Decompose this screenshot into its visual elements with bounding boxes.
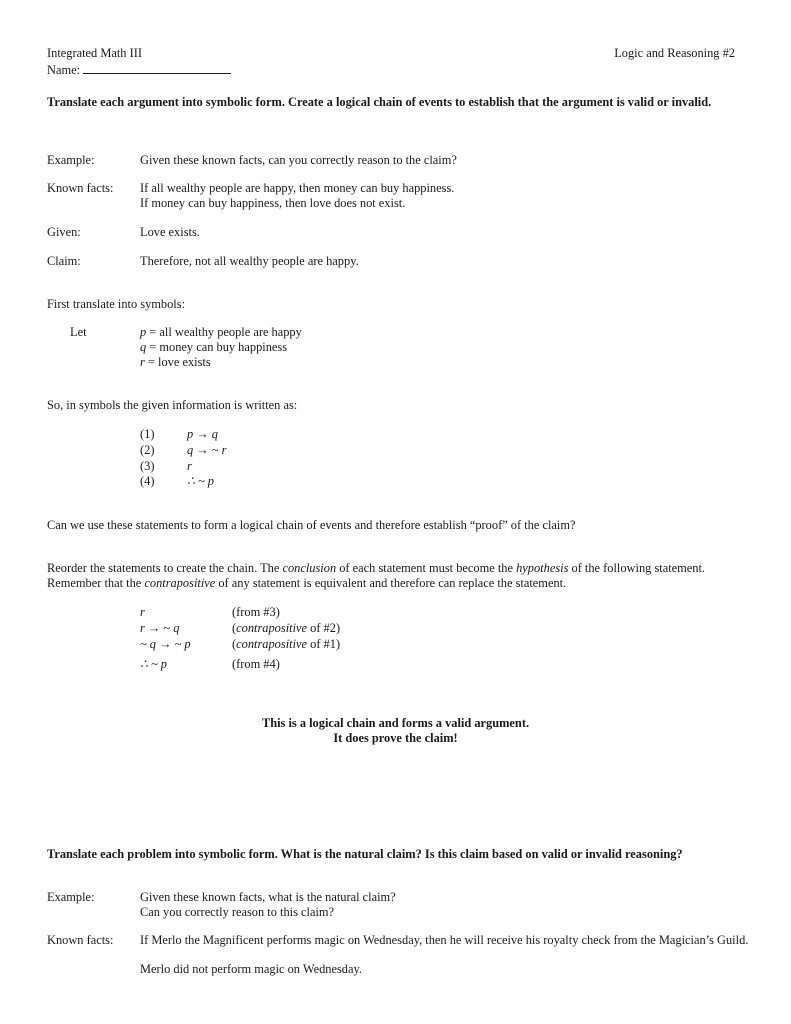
given-label: Given: [47, 225, 81, 239]
chain-expr: ~ q → ~ p [140, 637, 191, 651]
known-fact-2: If money can buy happiness, then love does not exist. [140, 196, 406, 210]
let-label: Let [70, 325, 87, 339]
assignment-title: Logic and Reasoning #2 [614, 46, 735, 60]
example2-line-2: Can you correctly reason to this claim? [140, 905, 335, 919]
statement-expr: q → ~ r [187, 443, 227, 457]
section2-instructions: Translate each problem into symbolic form. What is the natural claim? Is this claim based on valid or invalid reasoning? [47, 847, 683, 861]
statement-expr: r [187, 459, 192, 473]
first-translate: First translate into symbols: [47, 297, 186, 311]
example2-label: Example: [47, 890, 95, 904]
chain-note: (contrapositive of #1) [232, 637, 341, 651]
known-facts-label: Known facts: [47, 181, 114, 195]
definition-p: p = all wealthy people are happy [140, 325, 302, 339]
name-label: Name: [47, 63, 81, 77]
chain-question: Can we use these statements to form a logical chain of events and therefore establish “proof” of the claim? [47, 518, 576, 532]
chain-note: (from #4) [232, 657, 280, 671]
statement-num: (1) [140, 427, 155, 441]
claim-text: Therefore, not all wealthy people are happy. [140, 254, 359, 268]
reorder-line-1: Reorder the statements to create the chain. The conclusion of each statement must become the hypothesis of the following statement. [47, 561, 706, 575]
given-text: Love exists. [140, 225, 200, 239]
chain-expr: r [140, 605, 145, 619]
chain-note: (from #3) [232, 605, 280, 619]
known-facts2-label: Known facts: [47, 933, 114, 947]
chain-expr: r → ~ q [140, 621, 180, 635]
known-fact2-2: Merlo did not perform magic on Wednesday. [140, 962, 362, 976]
definition-r: r = love exists [140, 355, 211, 369]
chain-expr: ∴ ~ p [140, 657, 167, 671]
known-fact2-1: If Merlo the Magnificent performs magic on Wednesday, then he will receive his royalty check from the Magician’s Guild. [140, 933, 749, 947]
example-label: Example: [47, 153, 95, 167]
conclusion-line-2: It does prove the claim! [333, 731, 458, 745]
statement-num: (3) [140, 459, 155, 473]
example2-line-1: Given these known facts, what is the natural claim? [140, 890, 396, 904]
name-blank [83, 61, 231, 74]
statement-num: (2) [140, 443, 155, 457]
chain-note: (contrapositive of #2) [232, 621, 341, 635]
definition-q: q = money can buy happiness [140, 340, 288, 354]
section1-instructions: Translate each argument into symbolic form. Create a logical chain of events to establish that the argument is valid or invalid. [47, 95, 712, 109]
statement-expr: p → q [187, 427, 218, 441]
example-text: Given these known facts, can you correctly reason to the claim? [140, 153, 457, 167]
name-line [47, 61, 231, 78]
claim-label: Claim: [47, 254, 81, 268]
course-title: Integrated Math III [47, 46, 142, 60]
reorder-line-2: Remember that the contrapositive of any statement is equivalent and therefore can replace the statement. [47, 576, 567, 590]
symbols-intro: So, in symbols the given information is written as: [47, 398, 298, 412]
known-fact-1: If all wealthy people are happy, then money can buy happiness. [140, 181, 455, 195]
statement-num: (4) [140, 474, 155, 488]
conclusion-line-1: This is a logical chain and forms a valid argument. [261, 716, 530, 730]
statement-expr: ∴ ~ p [187, 474, 214, 488]
